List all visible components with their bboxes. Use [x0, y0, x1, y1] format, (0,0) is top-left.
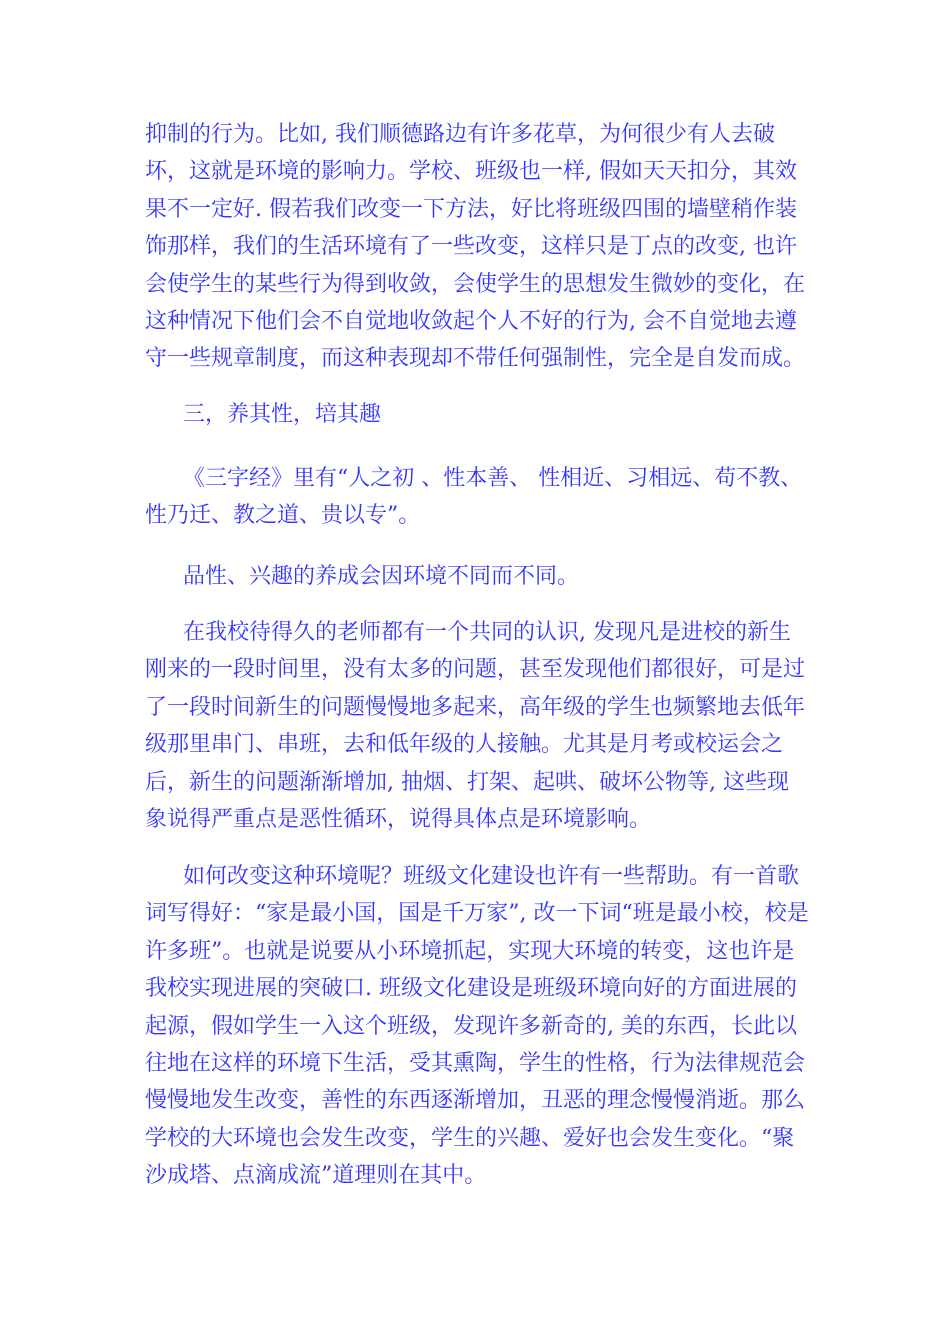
paragraph-character-interest: 品性、兴趣的养成会因环境不同而不同。: [183, 564, 580, 589]
paragraph-class-culture: 如何改变这种环境呢？班级文化建设也许有一些帮助。有一首歌词写得好：“家是最小国，国是千万家”, 改一下词“班是最小校，校是许多班”。也就是说要从小环境抓起，实现大环境的转变，这也许是我校实现进展的突破口. 班级文化建设是班级环境向好的方面进展的起源，假如学生一入这个班级，发现许多新奇的, 美的东西，长此以往地在这样的环境下生活，受其熏陶，学生的性格，行为法律规范会慢慢地发生改变，善性的东西逐渐增加，丑恶的理念慢慢消逝。那么学校的大环境也会发生改变，学生的兴趣、爱好也会发生变化。“聚沙成塔、点滴成流”道理则在其中。: [145, 864, 809, 1189]
section-heading: 三，养其性，培其趣: [183, 402, 382, 427]
paragraph-environment-influence: 抑制的行为。比如, 我们顺德路边有许多花草，为何很少有人去破坏，这就是环境的影响力。学校、班级也一样, 假如天天扣分，其效果不一定好. 假若我们改变一下方法，好比将班级四围的墙壁稍作装饰那样，我们的生活环境有了一些改变，这样只是丁点的改变, 也许会使学生的某些行为得到收敛，会使学生的思想发生微妙的变化，在这种情况下他们会不自觉地收敛起个人不好的行为, 会不自觉地去遵守一些规章制度，而这种表现却不带任何强制性，完全是自发而成。: [145, 122, 806, 372]
paragraph-sanzijing-quote: 《三字经》里有“人之初 、性本善、 性相近、习相远、苟不教、性乃迁、教之道、贵以专”。: [145, 466, 803, 529]
paragraph-school-observation: 在我校待得久的老师都有一个共同的认识, 发现凡是进校的新生刚来的一段时间里，没有太多的问题，甚至发现他们都很好，可是过了一段时间新生的问题慢慢地多起来，高年级的学生也频繁地去低年级那里串门、串班，去和低年级的人接触。尤其是月考或校运会之后，新生的问题渐渐增加, 抽烟、打架、起哄、破坏公物等, 这些现象说得严重点是恶性循环，说得具体点是环境影响。: [145, 620, 806, 833]
